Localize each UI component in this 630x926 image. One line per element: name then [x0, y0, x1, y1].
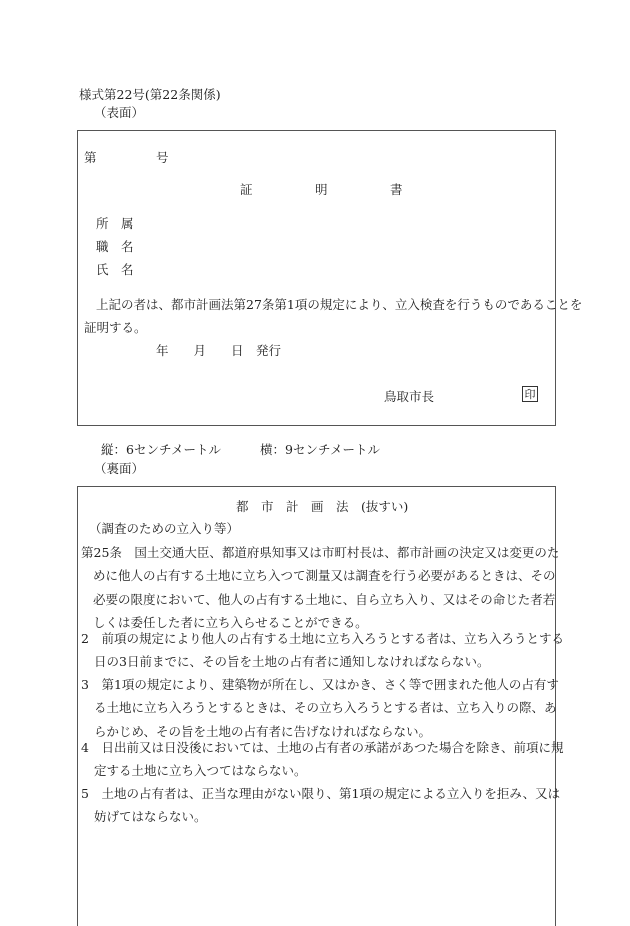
section-heading: （調査のための立入り等）	[89, 521, 240, 536]
certificate-title: 証 明 書	[240, 182, 403, 197]
certificate-number-suffix: 号	[156, 150, 169, 165]
back-label: （裏面）	[94, 461, 145, 476]
field-position: 職 名	[96, 239, 134, 254]
paragraph-3: 3 第1項の規定により、建築物が所在し、又はかき、さく等で囲まれた他人の占有する土地に立ち入ろうとするときは、その立ち入ろうとする者は、立ち入りの際、あらかじめ、その旨を土地の占有者に告げなければならない。	[81, 677, 559, 739]
size-note-horizontal: 横：9センチメートル	[260, 442, 380, 457]
certificate-number-prefix: 第	[84, 150, 97, 165]
law-title: 都 市 計 画 法 (抜すい)	[236, 499, 409, 514]
paragraph-2: 2 前項の規定により他人の占有する土地に立ち入ろうとする者は、立ち入ろうとする日の3日前までに、その旨を土地の占有者に通知しなければならない。	[81, 631, 564, 670]
seal-mark: 印	[522, 386, 538, 402]
front-card	[77, 130, 556, 426]
issue-date: 年 月 日 発行	[156, 343, 282, 358]
field-affiliation: 所 属	[96, 216, 134, 231]
body-text-line2: 証明する。	[84, 320, 147, 335]
paragraph-5: 5 土地の占有者は、正当な理由がない限り、第1項の規定による立入りを拒み、又は妨げてはならない。	[81, 786, 561, 825]
field-name: 氏 名	[96, 262, 134, 277]
form-label: 様式第22号(第22条関係)	[79, 87, 221, 102]
article-25: 第25条 国土交通大臣、都道府県知事又は市町村長は、都市計画の決定又は変更のために他人の占有する土地に立ち入つて測量又は調査を行う必要があるときは、その必要の限度において、他人の占有する土地に、自ら立ち入り、又はその命じた者若しくは委任した者に立ち入らせることができる。	[81, 545, 560, 631]
body-text-line1: 上記の者は、都市計画法第27条第1項の規定により、立入検査を行うものであることを	[96, 297, 583, 312]
size-note-vertical: 縦：6センチメートル	[101, 442, 221, 457]
paragraph-4: 4 日出前又は日没後においては、土地の占有者の承諾があつた場合を除き、前項に規定する土地に立ち入つてはならない。	[81, 740, 564, 779]
issuer-name: 鳥取市長	[384, 389, 435, 404]
front-label: （表面）	[94, 105, 145, 120]
